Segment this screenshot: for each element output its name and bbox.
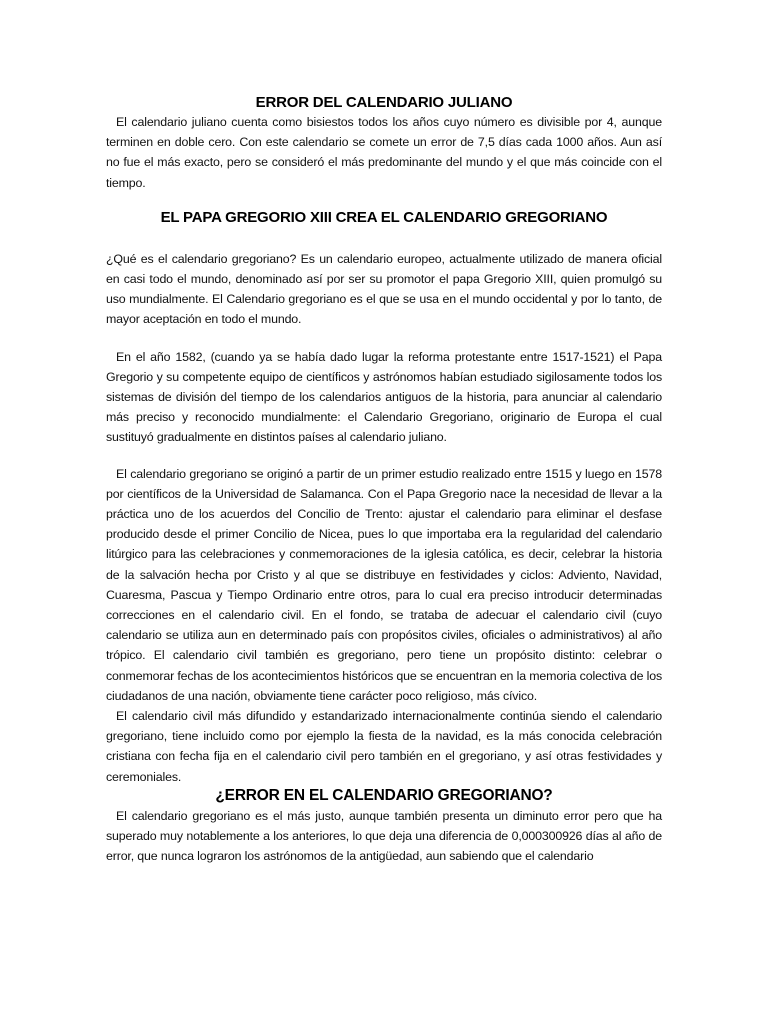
- heading-error-gregoriano: ¿ERROR EN EL CALENDARIO GREGORIANO?: [215, 786, 553, 804]
- document-page: [106, 88, 662, 867]
- paragraph-juliano: El calendario juliano cuenta como bisiestos todos los años cuyo número es divisible por 4, aunque terminen en doble cero. Con este calendario se comete un error de 7,5 días cada 1000 años. Aun así no fue el más exacto, pero se consideró el más predominante del mundo y el que más coincide con el tiempo.: [106, 115, 662, 190]
- paragraph-ano-1582: En el año 1582, (cuando ya se había dado lugar la reforma protestante entre 1517-1521) el Papa Gregorio y su competente equipo de científicos y astrónomos habían estudiado sigilosamente todos los sistemas de división del tiempo de los calendarios antiguos de la historia, para anunciar al calendario más preciso y reconocido mundialmente: el Calendario Gregoriano, originario de Europa el cual sustituyó gradualmente en distintos países al calendario juliano.: [106, 349, 662, 445]
- heading-papa-gregorio: EL PAPA GREGORIO XIII CREA EL CALENDARIO GREGORIANO: [160, 208, 608, 226]
- paragraph-error-gregoriano: El calendario gregoriano es el más justo, aunque también presenta un diminuto error pero que ha superado muy notablemente a los anteriores, lo que deja una diferencia de 0,000300926 días al año de error, que nunca lograron los astrónomos de la antigüedad, aun sabiendo que el calendario: [106, 808, 662, 864]
- paragraph-que-es-gregoriano: ¿Qué es el calendario gregoriano? Es un calendario europeo, actualmente utilizado de manera oficial en casi todo el mundo, denominado así por ser su promotor el papa Gregorio XIII, quien promulgó su uso mundialmente. El Calendario gregoriano es el que se usa en el mundo occidental y por lo tanto, de mayor aceptación en todo el mundo.: [106, 251, 662, 327]
- paragraph-origen-gregoriano: El calendario gregoriano se originó a partir de un primer estudio realizado entre 1515 y luego en 1578 por científicos de la Universidad de Salamanca. Con el Papa Gregorio nace la necesidad de llevar a la práctica uno de los acuerdos del Concilio de Trento: ajustar el calendario para eliminar el desfase producido desde el primer Concilio de Nicea, pues lo que importaba era la regularidad del calendario litúrgico para las celebraciones y conmemoraciones de la iglesia católica, es decir, celebrar la historia de la salvación hecha por Cristo y al que se distribuye en festividades y ciclos: Adviento, Navidad, Cuaresma, Pascua y Tiempo Ordinario entre otros, para lo cual era preciso introducir determinadas correcciones en el calendario civil. En el fondo, se trataba de adecuar el calendario civil (cuyo calendario se utiliza aun en determinado país con propósitos civiles, oficiales o administrativos) al año trópico. El calendario civil también es gregoriano, pero tiene un propósito distinto: celebrar o conmemorar fechas de los acontecimientos históricos que se encuentran en la memoria colectiva de los ciudadanos de una nación, obviamente tiene carácter poco religioso, más cívico.: [106, 466, 662, 703]
- paragraph-calendario-civil: El calendario civil más difundido y estandarizado internacionalmente continúa siendo el calendario gregoriano, tiene incluido como por ejemplo la fiesta de la navidad, es la más conocida celebración cristiana con fecha fija en el calendario civil pero también en el gregoriano, y así otras festividades y ceremoniales.: [106, 709, 662, 784]
- heading-error-calendario-juliano: ERROR DEL CALENDARIO JULIANO: [255, 94, 513, 111]
